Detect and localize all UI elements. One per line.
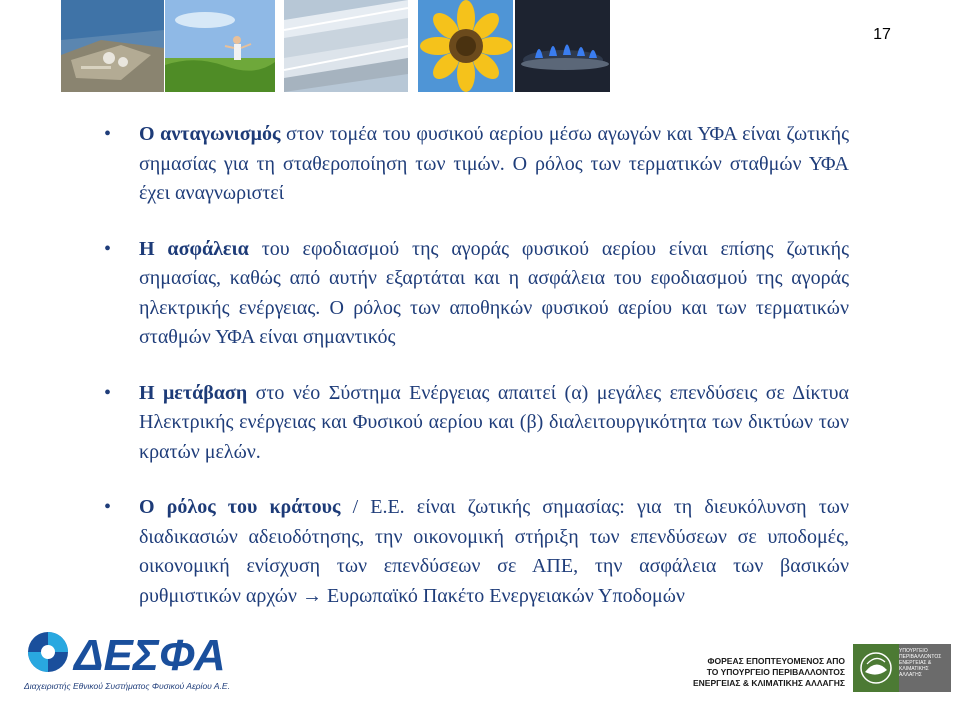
- desfa-logo: [24, 628, 264, 680]
- girl-in-field-photo: [165, 0, 275, 92]
- bullet-competition: [104, 120, 849, 209]
- bullet-transition: [104, 379, 849, 468]
- ministry-logo-text: ΥΠΟΥΡΓΕΙΟ ΠΕΡΙΒΑΛΛΟΝΤΟΣ ΕΝΕΡΓΕΙΑΣ & ΚΛΙΜΑΤΙΚΗΣ ΑΛΛΑΓΗΣ: [899, 648, 942, 678]
- ministry-caption-line: ΤΟ ΥΠΟΥΡΓΕΙΟ ΠΕΡΙΒΑΛΛΟΝΤΟΣ: [706, 667, 845, 677]
- gas-flame-photo: [515, 0, 610, 92]
- bullet-state-role-title: Ο ρόλος του κράτους: [139, 496, 341, 518]
- bullet-competition-title: Ο ανταγωνισμός: [139, 123, 281, 145]
- bullet-security-text: του εφοδιασμού της αγοράς φυσικού αερίου είναι επίσης ζωτικής σημασίας, καθώς από αυτήν εξαρτάται και η ασφάλεια του εφοδιασμού της αγοράς ηλεκτρικής ενέργειας. Ο ρόλος των αποθηκών φυσικού αερίου και των τερματικών σταθμών ΥΦΑ είναι σημαντικός: [139, 237, 849, 348]
- bullet-security: [104, 235, 849, 353]
- bullet-state-role: [104, 493, 849, 611]
- sunflower-photo: [418, 0, 513, 92]
- desfa-subtitle: Διαχειριστής Εθνικού Συστήματος Φυσικού Αερίου Α.Ε.: [24, 681, 230, 691]
- bullet-transition-title: Η μετάβαση: [139, 381, 248, 404]
- desfa-wordmark: ΔΕΣΦΑ: [74, 631, 226, 680]
- lng-terminal-aerial-photo: [61, 0, 164, 92]
- ministry-caption-line: ΦΟΡΕΑΣ ΕΠΟΠΤΕΥΟΜΕΝΟΣ ΑΠΟ: [707, 656, 845, 666]
- bullet-competition-text: στον τομέα του φυσικού αερίου μέσω αγωγών και ΥΦΑ είναι ζωτικής σημασίας για τη σταθεροποίηση των τιμών. Ο ρόλος των τερματικών σταθμών ΥΦΑ έχει αναγνωριστεί: [139, 123, 849, 204]
- pipelines-photo: [284, 0, 408, 92]
- page-number: 17: [873, 26, 891, 43]
- bullet-security-title: Η ασφάλεια: [139, 237, 249, 260]
- bullet-state-role-text: / Ε.Ε. είναι ζωτικής σημασίας: για τη διευκόλυνση των διαδικασιών αδειοδότησης, την οικονομική στήριξη των επενδύσεων σε υποδομές, οικονομική ενίσχυση των επενδύσεων σε ΑΠΕ, την ασφάλεια των βασικών ρυθμιστικών αρχών → Ευρωπαϊκό Πακέτο Ενεργειακών Υποδομών: [139, 496, 849, 607]
- bullet-transition-text: στο νέο Σύστημα Ενέργειας απαιτεί (α) μεγάλες επενδύσεις σε Δίκτυα Ηλεκτρικής ενέργειας και Φυσικού αερίου και (β) διαλειτουργικότητα των δικτύων των κρατών μελών.: [139, 381, 850, 463]
- ministry-caption: [640, 656, 845, 689]
- ministry-caption-line: ΕΝΕΡΓΕΙΑΣ & ΚΛΙΜΑΤΙΚΗΣ ΑΛΛΑΓΗΣ: [692, 678, 845, 688]
- bullet-list: [104, 120, 849, 611]
